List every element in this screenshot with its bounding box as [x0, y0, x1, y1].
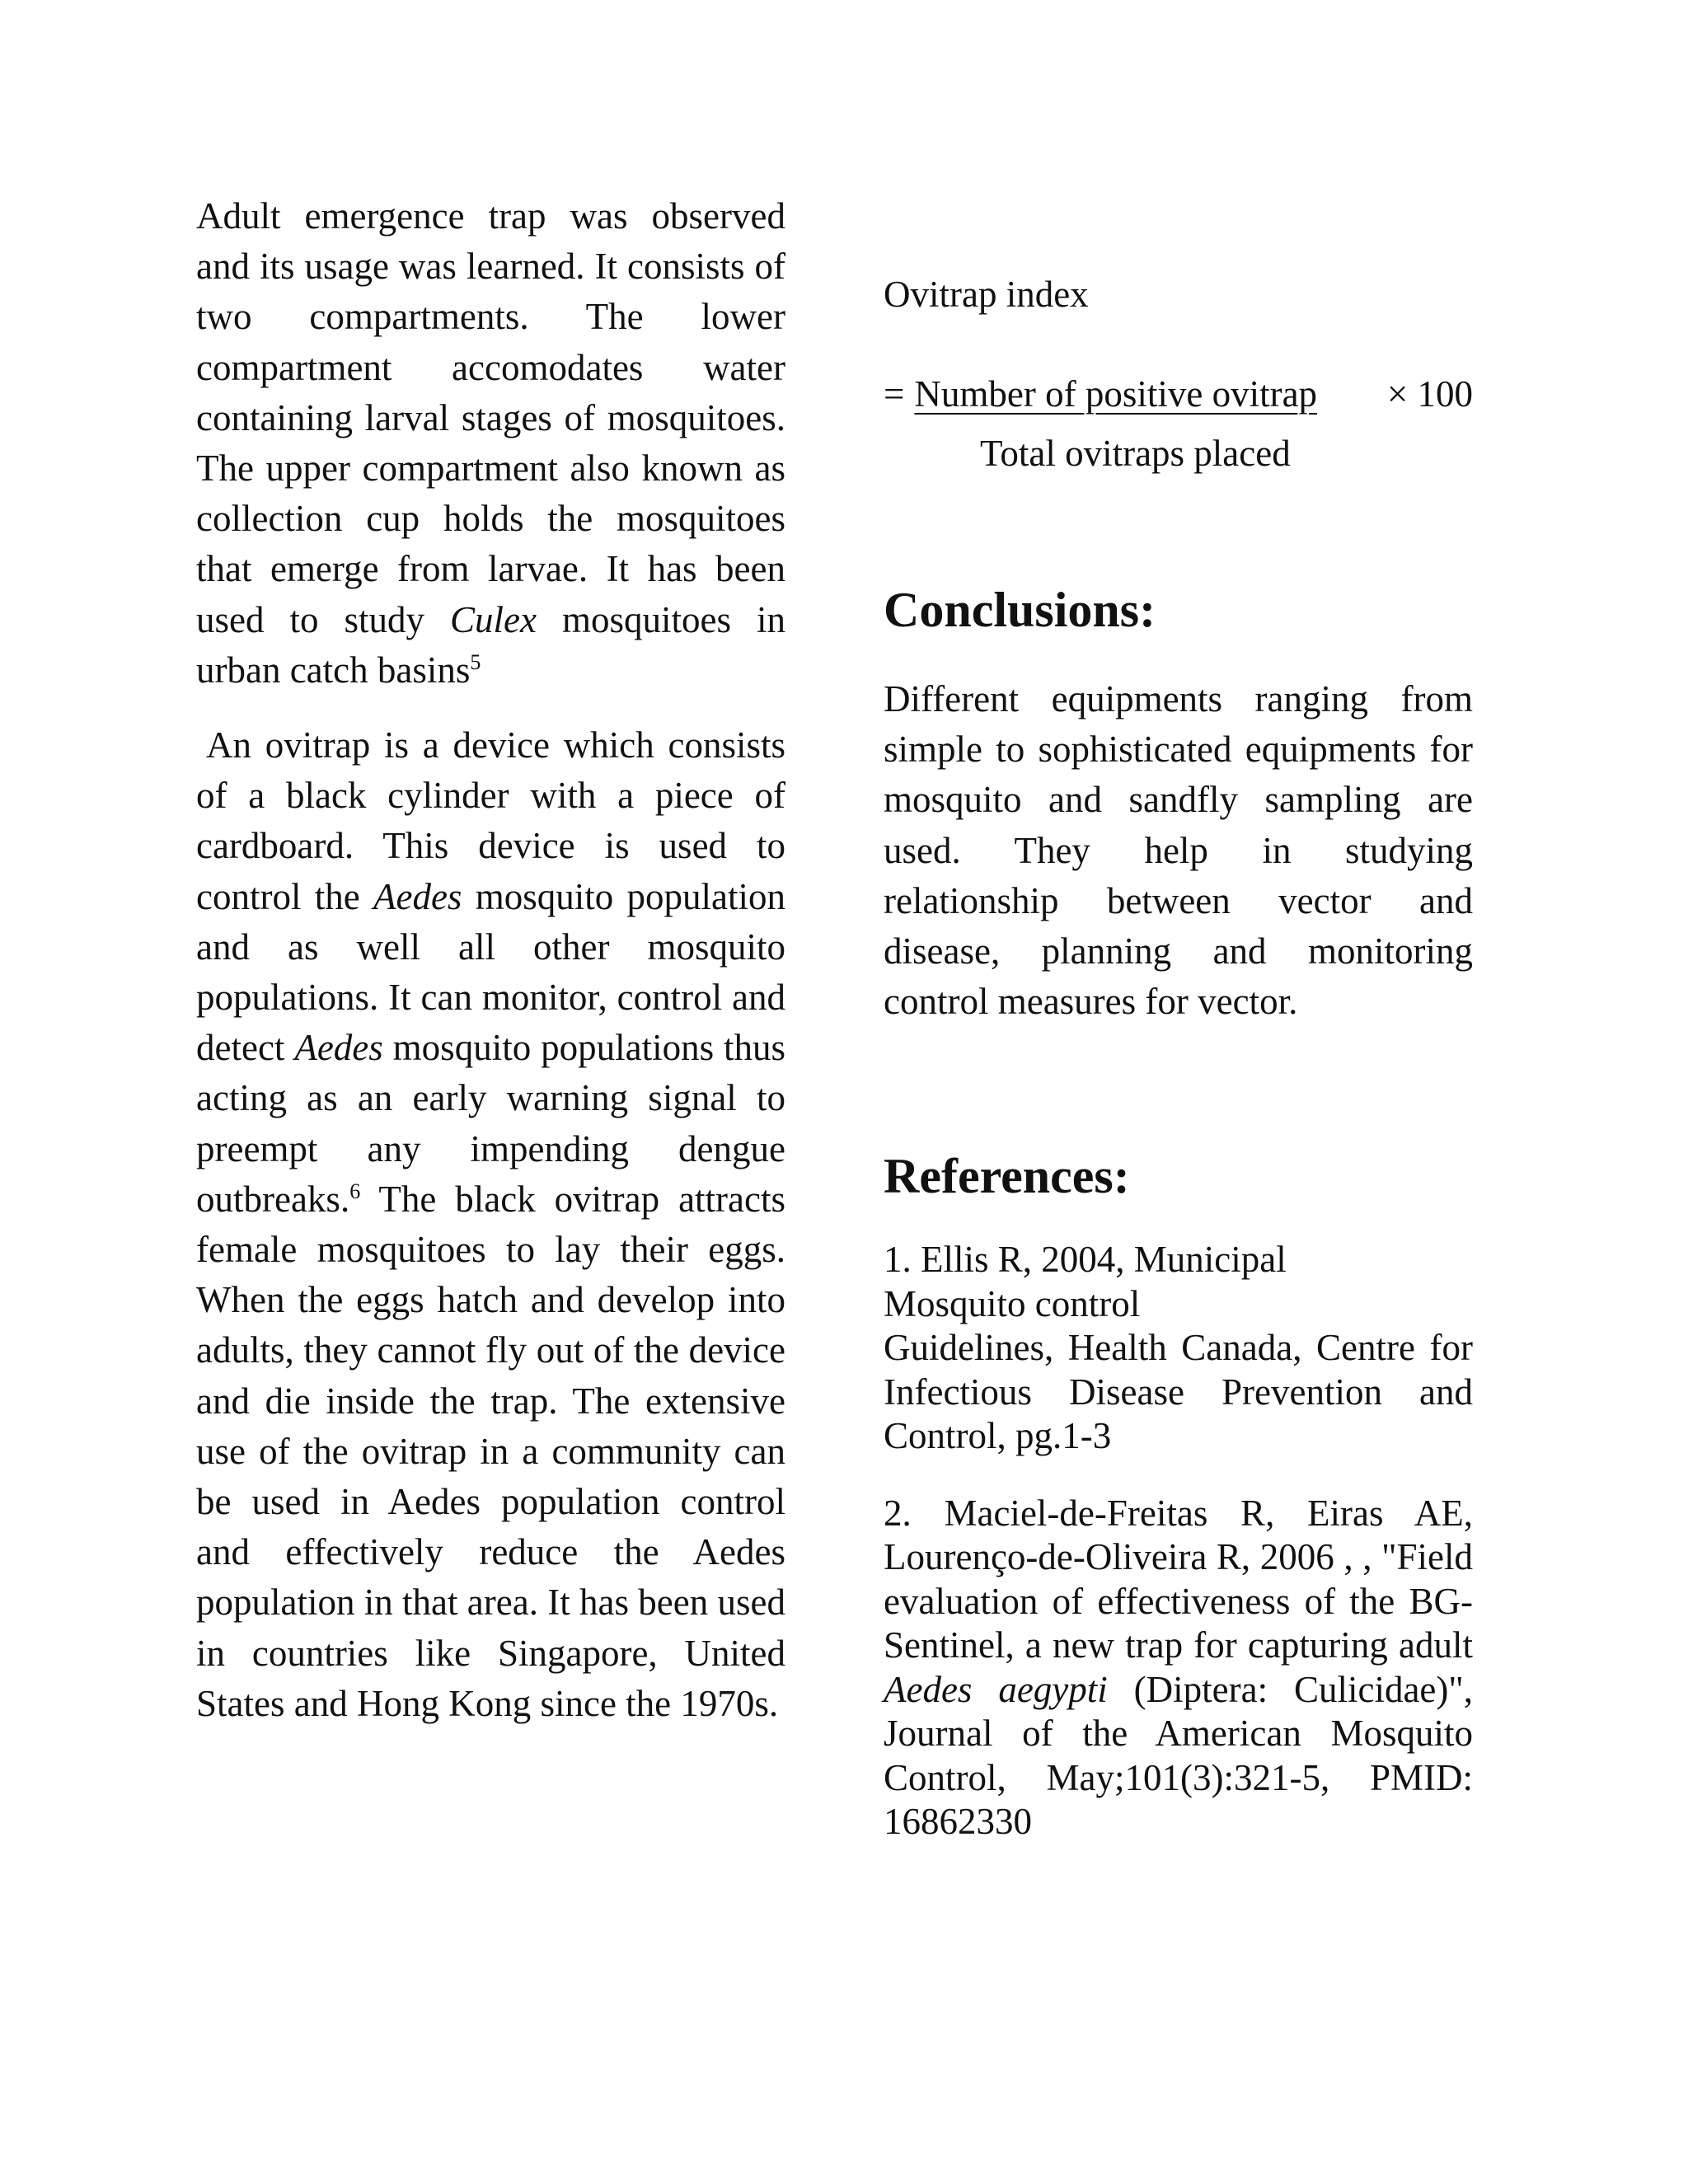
formula-equals: = — [884, 373, 905, 415]
conclusions-text: Different equipments ranging from simple to sophisticated equipments for mosquito and sandfly sampling are used. They help in studying relationship between vector and disease, planning and monitoring control measures for vector. — [884, 678, 1473, 1023]
reference-spacer — [884, 1459, 1473, 1492]
citation-superscript: 6 — [349, 1179, 361, 1203]
heading-references: References: — [884, 1149, 1130, 1203]
italic-aedes: Aedes — [294, 1027, 383, 1069]
text-run: (Diptera: Culicidae)", Journal of the American Mosquito Control, May;101(3):321-5, PMID: 16862330 — [884, 1668, 1473, 1842]
reference-1-line-1: 1. Ellis R, 2004, Municipal — [884, 1239, 1287, 1280]
text-run: mosquitoes in urban catch basins — [196, 598, 785, 691]
paragraph-ovitrap — [196, 720, 785, 1729]
text-run: mosquito populations thus acting as an early warning signal to preempt any impending dengue outbreaks. — [196, 1027, 785, 1220]
formula-label: Ovitrap index — [884, 274, 1089, 315]
right-column — [884, 0, 1473, 2184]
formula-line — [884, 369, 1473, 419]
italic-culex: Culex — [450, 598, 537, 640]
reference-item-1 — [884, 1238, 1473, 1459]
text-run: Adult emergence trap was observed and its usage was learned. It consists of two compartments. The lower compartment accomodates water containing larval stages of mosquitoes. The upper compartment also known as collection cup holds the mosquitoes that emerge from larvae. It has been used to study — [196, 195, 785, 640]
references-list — [884, 1238, 1473, 1844]
paragraph-emergence-trap — [196, 191, 785, 696]
text-run: The black ovitrap attracts female mosquitoes to lay their eggs. When the eggs hatch and develop into adults, they cannot fly out of the device and die inside the trap. The extensive use of the ovitrap in a community can be used in Aedes population control and effectively reduce the Aedes population in that area. It has been used in countries like Singapore, United States and Hong Kong since the 1970s. — [196, 1178, 785, 1724]
heading-conclusions: Conclusions: — [884, 583, 1156, 637]
text-run: mosquito population and as well all other mosquito populations. It can monitor, control and detect — [196, 875, 785, 1069]
left-column — [196, 191, 785, 1729]
text-run: 2. Maciel-de-Freitas R, Eiras AE, Lourenço-de-Oliveira R, 2006 , , "Field evaluation of effectiveness of the BG-Sentinel, a new trap for capturing adult — [884, 1492, 1473, 1666]
italic-aedes: Aedes — [373, 875, 462, 917]
italic-species: Aedes aegypti — [884, 1668, 1108, 1710]
formula-denominator: Total ovitraps placed — [980, 433, 1291, 474]
citation-superscript: 5 — [470, 649, 481, 674]
reference-1-line-2: Mosquito control — [884, 1282, 1141, 1324]
reference-item-2 — [884, 1492, 1473, 1844]
formula-multiplier: × 100 — [1386, 373, 1473, 415]
text-run: An ovitrap is a device which consists of a black cylinder with a piece of cardboard. This device is used to control the — [196, 724, 785, 917]
reference-1-line-3: Guidelines, Health Canada, Centre for Infectious Disease Prevention and Control, pg.1-3 — [884, 1327, 1473, 1456]
formula-numerator: Number of positive ovitrap — [914, 373, 1318, 415]
